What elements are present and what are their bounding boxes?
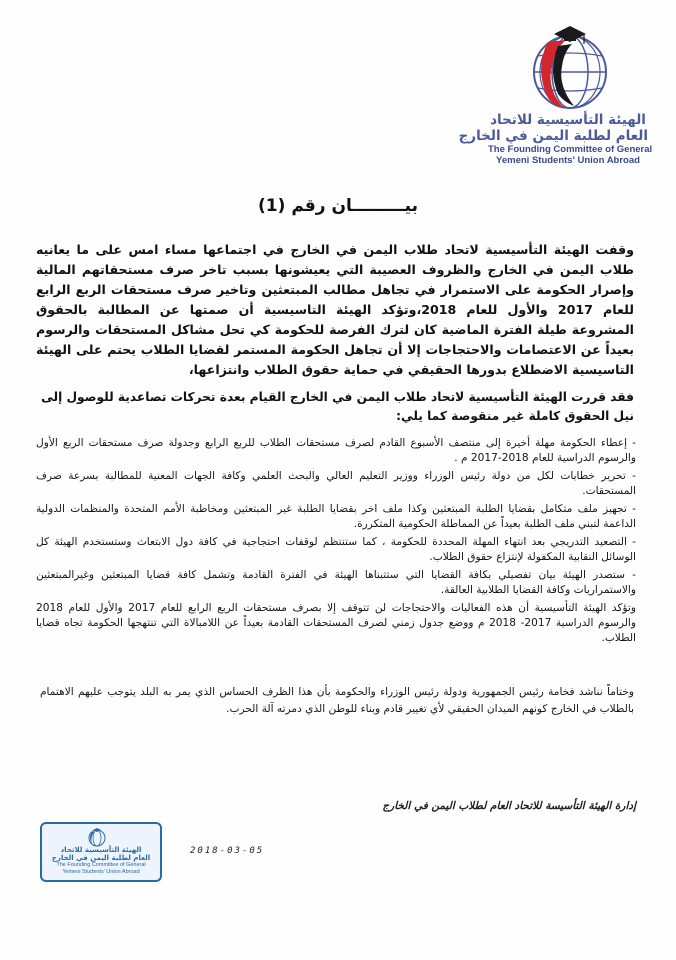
union-logo (458, 20, 653, 166)
stamp-text (46, 846, 156, 875)
stamp-arabic-line-1: الهيئة التأسيسية للاتحاد (60, 846, 142, 854)
action-points-list (36, 436, 636, 649)
statement-title: بيـــــــــان رقم (1) (258, 196, 418, 216)
logo-english-line-2: Yemeni Students' Union Abroad (496, 155, 640, 166)
document-date: 2018-03-05 (190, 846, 265, 856)
stamp-arabic-line-2: العام لطلبة اليمن في الخارج (51, 854, 151, 862)
globe-graduation-cap-icon (518, 20, 618, 112)
logo-arabic-line-1: الهيئة التأسيسية للاتحاد (490, 112, 646, 128)
signature-line: إدارة الهيئة التأسيسة للاتحاد العام لطلاب اليمن في الخارج (382, 800, 636, 812)
action-point: - تحرير خطابات لكل من دولة رئيس الوزراء ووزير التعليم العالي والبحث العلمي وكافة الجهات المعنية للمطالبة بسرعة صرف المستحقات. (36, 470, 636, 497)
stamp-globe-icon (85, 827, 107, 847)
closing-paragraph: وختاماً نناشد فخامة رئيس الجمهورية ودولة رئيس الوزراء والحكومة بأن هذا الظرف الحساس الذي يمر به البلد يتوجب عليهم الاهتمام بالطلاب في الخارج كونهم الميدان الحقيقي لأي تغيير قادم وبناء للوطن الذي دمرته آلة الحرب. (40, 686, 634, 715)
action-point: - التصعيد التدريجي بعد انتهاء المهلة المحددة للحكومة ، كما ستنتظم لوقفات احتجاجية في كافة دول الابتعاث وستستخدم الهيئة كل الوسائل النقابية المكفولة لإنتزاع حقوق الطلاب. (36, 536, 636, 563)
stamp-english-line-1: The Founding Committee of General (56, 862, 146, 868)
action-point: - ستصدر الهيئة بيان تفصيلي بكافة القضايا التي ستتبناها الهيئة في الفترة القادمة وتشمل كافة قضايا المبتعثين وغيرالمبتعثين والاستمراريات وكافة القضايا الطلابية العالقة. (36, 569, 636, 596)
action-point: - تجهيز ملف متكامل بقضايا الطلبة المبتعثين وكذا ملف اخر بقضايا الطلبة غير المبتعثين ومخاطبة الأمم المتحدة والمنظمات الدولية الداعمة لتبني ملف الطلبة بعيداً عن المماطلة الحكومية المتكررة. (36, 503, 636, 530)
action-point: - إعطاء الحكومة مهلة أخيرة إلى منتصف الأسبوع القادم لصرف مستحقات الطلاب للربع الرابع وجدولة صرف مستحقات الربع الأول والرسوم الدراسية للعام 2018-2017 م . (36, 437, 636, 464)
official-stamp (40, 822, 162, 882)
intro-paragraph: وقفت الهيئة التأسيسية لاتحاد طلاب اليمن في الخارج في اجتماعها مساء امس على ما يعانيه طلاب اليمن في الخارج والظروف العصيبة التي يعيشونها بسبب تاخر صرف مستحقاتهم المالية وإصرار الحكومة على الاستمرار في تجاهل مطالب المبتعثين وتاخير صرف مستحقات الربع الرابع للعام 2017 والأول للعام 2018،وتؤكد الهيئة التاسيسية أن صمتها عن المطالبة بالحقوق المشروعة طيلة الفترة الماضية كان لترك الفرصة للحكومة كي تحل مشاكل المستحقات والرسوم بعيداً عن الاعتصامات والاحتجاجات إلا أن تجاهل الحكومة المستمر لقضايا الطلاب يحتم على الهيئة التاسيسية الاضطلاع بدورها الحقيقي في حماية حقوق الطلاب وانتزاعها، (36, 242, 634, 377)
logo-english-line-1: The Founding Committee of General (488, 144, 653, 155)
logo-arabic-line-2: العام لطلبة اليمن في الخارج (458, 128, 648, 144)
decision-paragraph: فقد قررت الهيئة التأسيسية لاتحاد طلاب اليمن في الخارج القيام بعدة تحركات تصاعدية للوصول إلى نيل الحقوق كاملة غير منقوصة كما يلي: (41, 390, 634, 423)
stamp-english-line-2: Yemeni Students' Union Abroad (62, 868, 140, 875)
action-point: وتؤكد الهيئة التأسيسية أن هذه الفعاليات والاحتجاجات لن تتوقف إلا بصرف مستحقات الربع الرابع للعام 2017 والأول للعام 2018 والرسوم الدراسية 2017- 2018 م ووضع جدول زمني لصرف المستحقات القادمة بعيداً عن اللامبالاة التي تنتهجها الحكومة تجاه قضايا الطلاب. (36, 602, 636, 644)
